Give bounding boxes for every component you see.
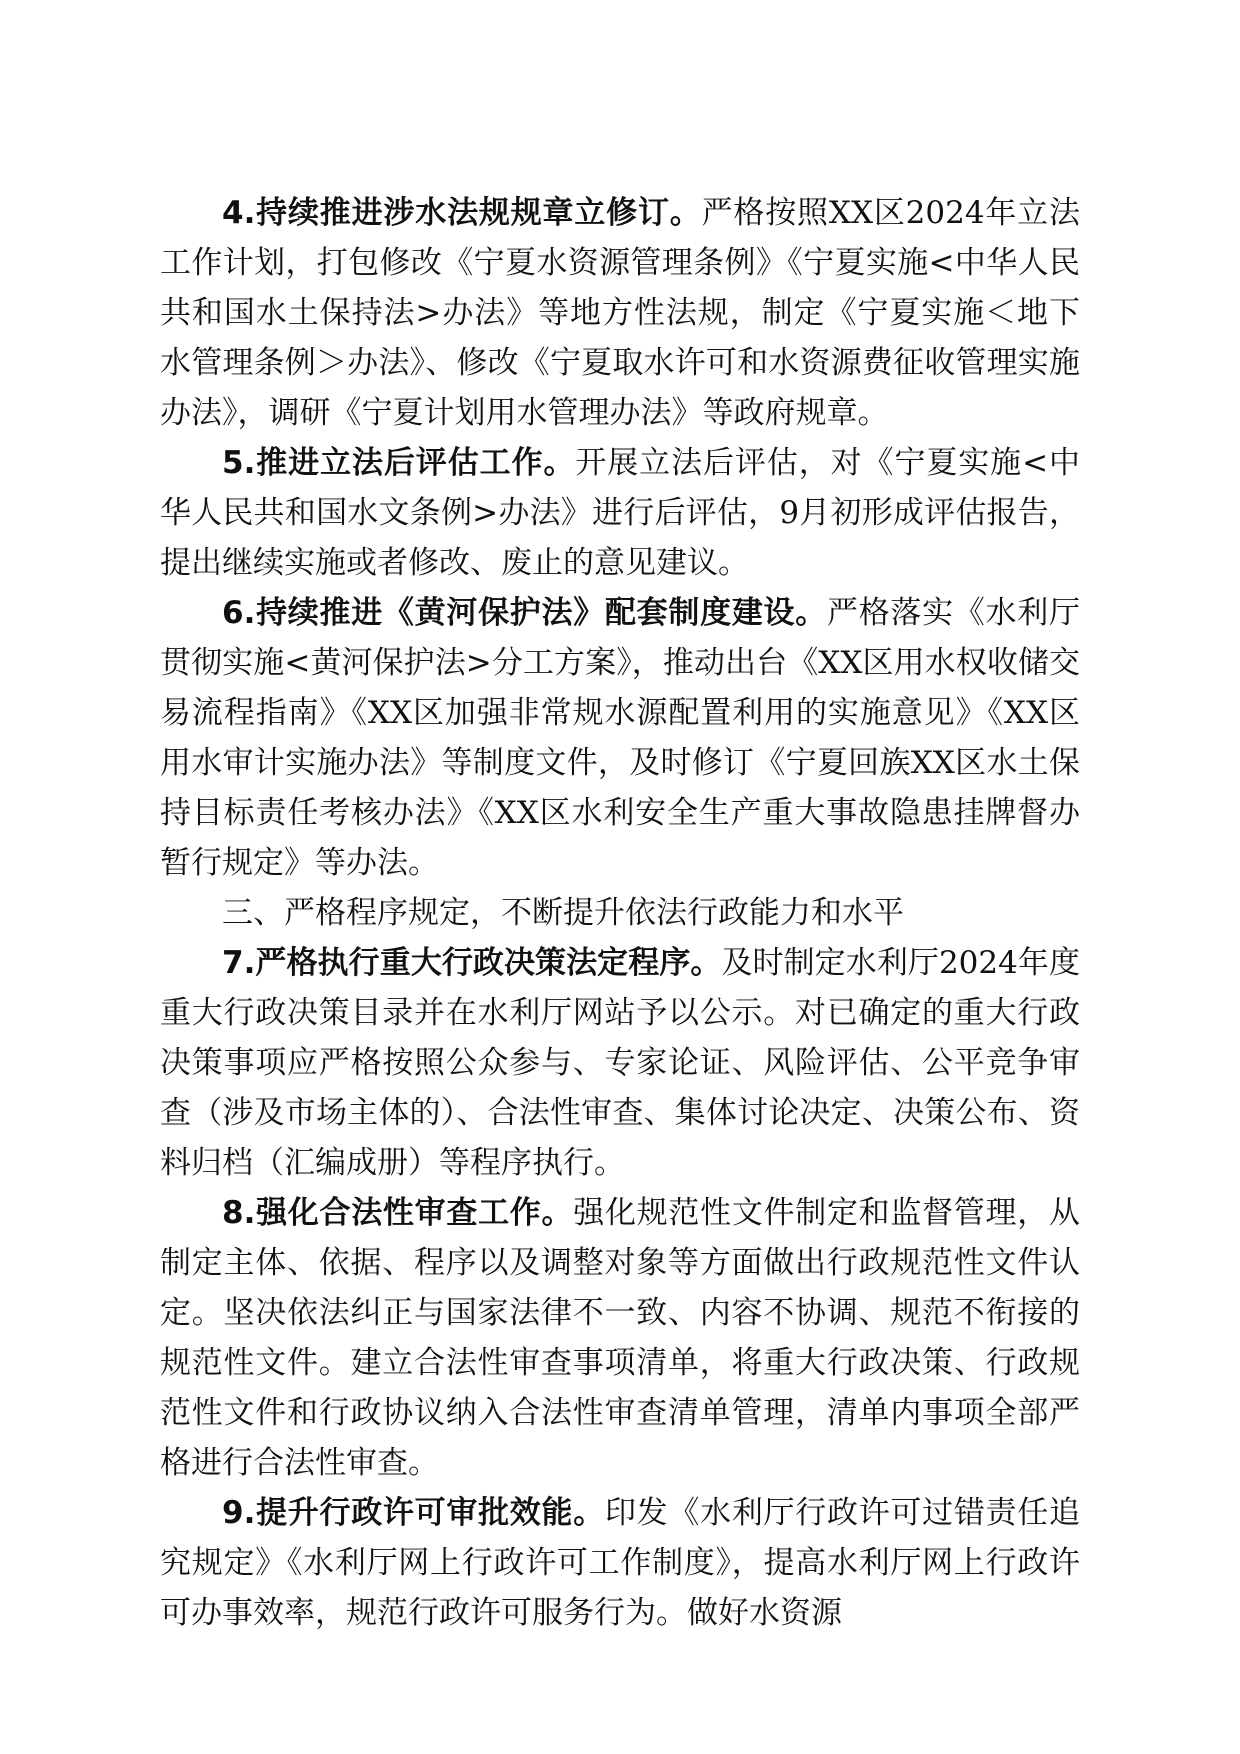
paragraph-item-7: [160, 938, 1080, 1188]
section-heading: 三、严格程序规定，不断提升依法行政能力和水平: [222, 895, 904, 931]
paragraph-body: 印发《水利厅行政许可过错责任追究规定》《水利厅网上行政许可工作制度》，提高水利厅网上行政许可办事效率，规范行政许可服务行为。做好水资源: [160, 1495, 1080, 1631]
paragraph-item-4: [160, 188, 1080, 438]
paragraph-body: 严格按照XX区2024年立法工作计划，打包修改《宁夏水资源管理条例》《宁夏实施<中华人民共和国水土保持法>办法》等地方性法规，制定《宁夏实施＜地下水管理条例＞办法》、修改《宁夏取水许可和水资源费征收管理实施办法》，调研《宁夏计划用水管理办法》等政府规章。: [160, 195, 1080, 431]
paragraph-heading: 6.持续推进《黄河保护法》配套制度建设。: [222, 595, 827, 631]
paragraph-item-9: [160, 1488, 1080, 1638]
paragraph-item-6: [160, 588, 1080, 888]
paragraph-body: 强化规范性文件制定和监督管理，从制定主体、依据、程序以及调整对象等方面做出行政规范性文件认定。坚决依法纠正与国家法律不一致、内容不协调、规范不衔接的规范性文件。建立合法性审查事项清单，将重大行政决策、行政规范性文件和行政协议纳入合法性审查清单管理，清单内事项全部严格进行合法性审查。: [160, 1195, 1080, 1481]
paragraph-heading: 5.推进立法后评估工作。: [222, 445, 576, 481]
paragraph-heading: 4.持续推进涉水法规规章立修订。: [222, 195, 702, 231]
paragraph-body: 及时制定水利厅2024年度重大行政决策目录并在水利厅网站予以公示。对已确定的重大行政决策事项应严格按照公众参与、专家论证、风险评估、公平竞争审查（涉及市场主体的）、合法性审查、集体讨论决定、决策公布、资料归档（汇编成册）等程序执行。: [160, 945, 1080, 1181]
paragraph-heading: 8.强化合法性审查工作。: [222, 1195, 574, 1231]
paragraph-heading: 7.严格执行重大行政决策法定程序。: [222, 945, 722, 981]
paragraph-body: 严格落实《水利厅贯彻实施<黄河保护法>分工方案》，推动出台《XX区用水权收储交易流程指南》《XX区加强非常规水源配置利用的实施意见》《XX区用水审计实施办法》等制度文件，及时修订《宁夏回族XX区水土保持目标责任考核办法》《XX区水利安全生产重大事故隐患挂牌督办暂行规定》等办法。: [160, 595, 1080, 881]
paragraph-item-5: [160, 438, 1080, 588]
paragraph-item-8: [160, 1188, 1080, 1488]
paragraph-heading: 9.提升行政许可审批效能。: [222, 1495, 605, 1531]
document-page: [160, 188, 1080, 1638]
paragraph-body: 开展立法后评估，对《宁夏实施<中华人民共和国水文条例>办法》进行后评估，9月初形成评估报告，提出继续实施或者修改、废止的意见建议。: [160, 445, 1080, 581]
